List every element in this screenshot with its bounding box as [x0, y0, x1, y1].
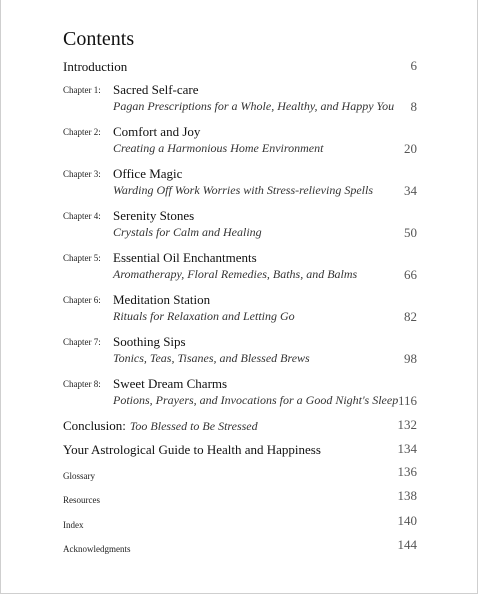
chapter-title: Sweet Dream Charms: [113, 376, 228, 391]
entry-title: Glossary: [63, 471, 95, 481]
chapter-subtitle: Crystals for Calm and Healing: [113, 225, 262, 239]
chapter-title: Office Magic: [113, 166, 183, 181]
page-number: 134: [397, 441, 417, 456]
toc-entry-chapter-6[interactable]: [63, 292, 417, 324]
toc-entry-chapter-7[interactable]: [63, 334, 417, 366]
toc-entry-resources[interactable]: [63, 490, 417, 508]
chapter-label: Chapter 8:: [63, 379, 101, 389]
toc-entry-chapter-2[interactable]: [63, 124, 417, 156]
page-number: 138: [397, 488, 417, 503]
chapter-subtitle: Creating a Harmonious Home Environment: [113, 141, 324, 155]
chapter-subtitle: Warding Off Work Worries with Stress-relieving Spells: [113, 183, 374, 197]
entry-subtitle: Too Blessed to Be Stressed: [129, 419, 258, 433]
page-number: 8: [410, 99, 417, 114]
toc-entry-chapter-8[interactable]: [63, 376, 417, 408]
chapter-subtitle: Rituals for Relaxation and Letting Go: [113, 309, 295, 323]
chapter-label: Chapter 6:: [63, 295, 101, 305]
entry-title: Resources: [63, 495, 100, 505]
page-title: Contents: [63, 28, 135, 50]
entry-title: Your Astrological Guide to Health and Happiness: [63, 442, 321, 457]
chapter-title: Soothing Sips: [113, 334, 186, 349]
toc-entry-chapter-5[interactable]: [63, 250, 417, 282]
chapter-subtitle: Tonics, Teas, Tisanes, and Blessed Brews: [113, 351, 310, 365]
page-number: 82: [404, 309, 417, 324]
chapter-title: Meditation Station: [113, 292, 211, 307]
chapter-label: Chapter 3:: [63, 169, 101, 179]
chapter-title: Serenity Stones: [113, 208, 195, 223]
page-number: 34: [404, 183, 417, 198]
toc-entry-introduction[interactable]: [63, 58, 417, 76]
chapter-title: Comfort and Joy: [113, 124, 201, 139]
page-number: 6: [410, 58, 417, 73]
entry-title: Index: [63, 520, 84, 530]
chapter-label: Chapter 1:: [63, 85, 101, 95]
chapter-label: Chapter 2:: [63, 127, 101, 137]
toc-entry-astrology[interactable]: [63, 441, 417, 459]
toc-entry-chapter-1[interactable]: [63, 82, 417, 114]
entry-title: Conclusion:: [63, 418, 126, 433]
chapter-label: Chapter 4:: [63, 211, 101, 221]
chapter-title: Sacred Self-care: [113, 82, 199, 97]
chapter-label: Chapter 5:: [63, 253, 101, 263]
page-number: 66: [404, 267, 417, 282]
toc-entry-chapter-3[interactable]: [63, 166, 417, 198]
page-number: 132: [397, 417, 417, 432]
page-number: 140: [397, 513, 417, 528]
toc-entry-conclusion[interactable]: [63, 417, 417, 435]
page-number: 116: [397, 393, 417, 408]
entry-title: Introduction: [63, 59, 128, 74]
page-number: 50: [404, 225, 417, 240]
page-number: 136: [397, 464, 417, 479]
chapter-subtitle: Potions, Prayers, and Invocations for a Good Night's Sleep: [113, 393, 399, 407]
chapter-subtitle: Pagan Prescriptions for a Whole, Healthy, and Happy You: [113, 99, 395, 113]
page-number: 98: [404, 351, 417, 366]
entry-title: Acknowledgments: [63, 544, 131, 554]
chapter-label: Chapter 7:: [63, 337, 101, 347]
toc-entry-index[interactable]: [63, 515, 417, 533]
toc-entry-acknowledgments[interactable]: [63, 539, 417, 557]
chapter-title: Essential Oil Enchantments: [113, 250, 257, 265]
chapter-subtitle: Aromatherapy, Floral Remedies, Baths, and Balms: [113, 267, 358, 281]
toc-entry-chapter-4[interactable]: [63, 208, 417, 240]
toc-entry-glossary[interactable]: [63, 466, 417, 484]
page-number: 144: [397, 537, 417, 552]
page-number: 20: [404, 141, 417, 156]
